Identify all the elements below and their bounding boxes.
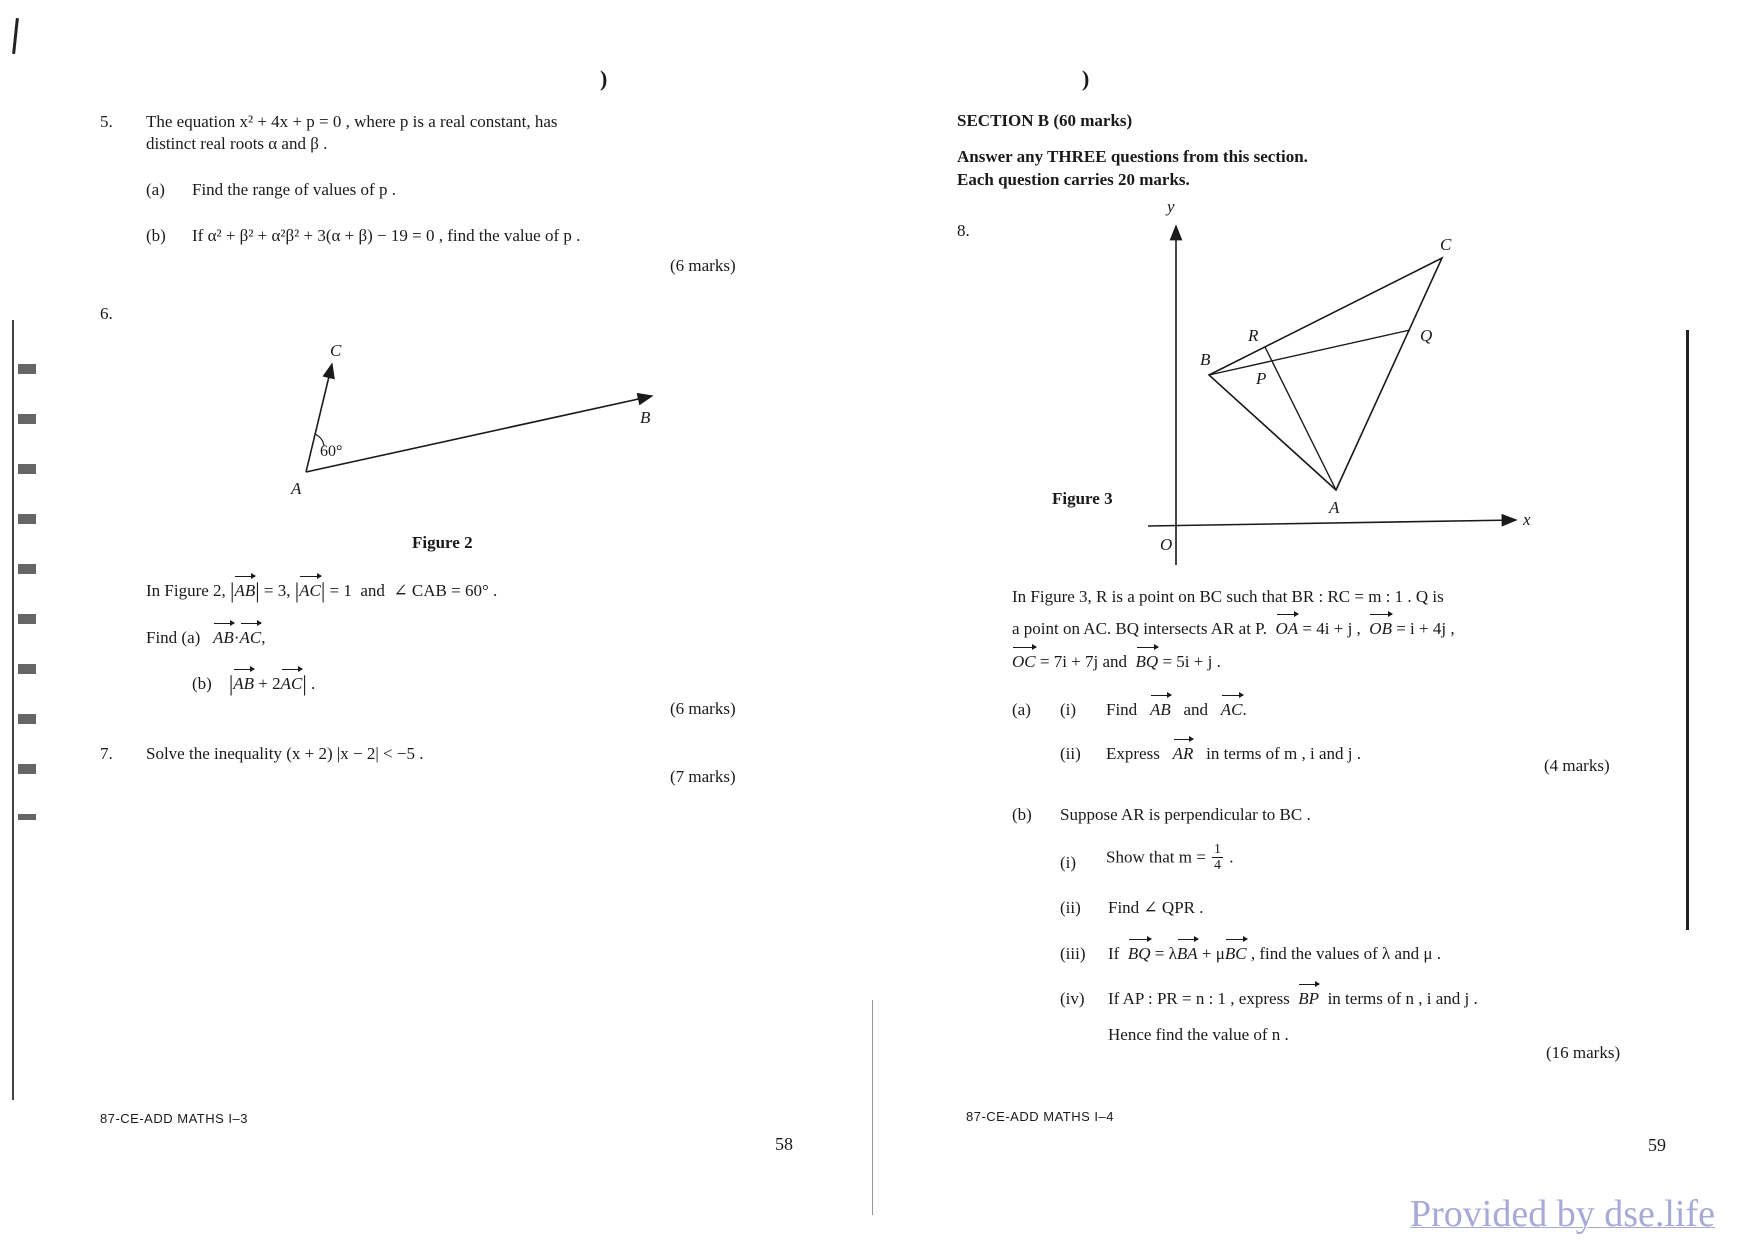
q5-part-b-label: (b) bbox=[146, 226, 166, 245]
q7-number: 7. bbox=[100, 744, 113, 763]
fig3-label-a: A bbox=[1329, 498, 1340, 517]
q8-vec-bq: BQ bbox=[1135, 652, 1159, 671]
q8-biii-tail: , find the values of λ and μ . bbox=[1250, 944, 1441, 963]
q5-number: 5. bbox=[100, 112, 113, 131]
q6-vec-ac: AC bbox=[299, 581, 321, 600]
q8-bii-label: (ii) bbox=[1060, 898, 1081, 917]
q8-b-text: Suppose AR is perpendicular to BC . bbox=[1060, 805, 1311, 824]
scan-right-bar bbox=[1686, 330, 1689, 930]
q8-number: 8. bbox=[957, 221, 970, 240]
q8-ai-find: Find bbox=[1106, 700, 1138, 719]
figure-3-diagram bbox=[1140, 210, 1550, 570]
left-footer-code: 87-CE-ADD MATHS I–3 bbox=[100, 1111, 248, 1126]
q6-statement: In Figure 2, |AB| = 3, |AC| = 1 and ∠ CAB = 60° . bbox=[146, 578, 498, 603]
q6-eq1: = 1 bbox=[329, 581, 352, 600]
q8-b-label: (b) bbox=[1012, 805, 1032, 824]
q8-b-marks: (16 marks) bbox=[1546, 1043, 1621, 1062]
q5-part-a-label: (a) bbox=[146, 180, 165, 199]
q6-marks: (6 marks) bbox=[670, 699, 736, 718]
fig3-label-b: B bbox=[1200, 350, 1211, 369]
q8-biii-text bbox=[1108, 943, 1441, 965]
q8-aii-express: Express bbox=[1106, 744, 1160, 763]
q6-b-label: (b) bbox=[192, 674, 212, 693]
q8-biii-vec-bq: BQ bbox=[1127, 944, 1151, 963]
q5-intro-line1: The equation x² + 4x + p = 0 , where p is a real constant, has bbox=[146, 112, 558, 131]
segment-ar bbox=[1265, 347, 1336, 490]
fig3-label-q: Q bbox=[1420, 326, 1433, 345]
q8-ob-val: = i + 4j , bbox=[1396, 619, 1455, 638]
figure-3-caption: Figure 3 bbox=[1052, 489, 1113, 508]
q6-angle-stmt: ∠ CAB = 60° . bbox=[393, 581, 498, 600]
fig3-label-y: y bbox=[1167, 197, 1175, 216]
q8-biv-text bbox=[1108, 988, 1478, 1010]
q8-ai-period: . bbox=[1242, 700, 1247, 719]
q8-biv-vec-bp: BP bbox=[1298, 989, 1320, 1008]
q7-text: Solve the inequality (x + 2) |x − 2| < −5 . bbox=[146, 744, 424, 763]
q5-part-b-text: If α² + β² + α²β² + 3(α + β) − 19 = 0 , find the value of p . bbox=[192, 226, 581, 245]
q8-aii-vec-ar: AR bbox=[1172, 744, 1194, 763]
q8-intro-line3 bbox=[1012, 651, 1221, 673]
q8-bq-val: = 5i + j . bbox=[1162, 652, 1221, 671]
q8-vec-ob: OB bbox=[1369, 619, 1392, 638]
q8-biv-hence: Hence find the value of n . bbox=[1108, 1025, 1289, 1044]
q6-stmt-prefix: In Figure 2, bbox=[146, 581, 226, 600]
q8-aii-terms: in terms of m , i and j . bbox=[1206, 744, 1361, 763]
q8-vec-oa: OA bbox=[1275, 619, 1299, 638]
scan-binding-line bbox=[12, 320, 14, 1100]
q6-b-vec-ac: AC bbox=[280, 674, 303, 693]
q8-biii-if: If bbox=[1108, 944, 1120, 963]
q8-biii-vec-bc: BC bbox=[1224, 944, 1247, 963]
q8-ai-vec-ac: AC bbox=[1220, 700, 1243, 719]
q6-number: 6. bbox=[100, 304, 113, 323]
section-instruction-2: Each question carries 20 marks. bbox=[957, 170, 1190, 189]
q8-biii-plus: + μ bbox=[1201, 944, 1225, 963]
right-page-number: 59 bbox=[1648, 1135, 1666, 1155]
q6-eq3: = 3, bbox=[263, 581, 291, 600]
q8-bi-text: Show that m = $\frac{1}{4}$ . bbox=[1106, 842, 1234, 873]
q6-find-a bbox=[146, 627, 265, 649]
q6-a-vec-ac: AC bbox=[239, 628, 262, 647]
q8-ai-label: (i) bbox=[1060, 700, 1077, 719]
q8-oa-val: = 4i + j , bbox=[1302, 619, 1361, 638]
q8-intro-line1: In Figure 3, R is a point on BC such that BR : RC = m : 1 . Q is bbox=[1012, 587, 1444, 606]
q8-intro-2a: a point on AC. BQ intersects AR at P. bbox=[1012, 619, 1267, 638]
fig3-label-o: O bbox=[1160, 535, 1173, 554]
q8-oc-val: = 7i + 7j and bbox=[1039, 652, 1128, 671]
q8-ai-vec-ab: AB bbox=[1149, 700, 1171, 719]
q5-intro-line2: distinct real roots α and β . bbox=[146, 134, 328, 153]
q7-marks: (7 marks) bbox=[670, 767, 736, 786]
q5-part-a-text: Find the range of values of p . bbox=[192, 180, 396, 199]
q6-b-vec-ab: AB bbox=[233, 674, 255, 693]
fig2-label-a: A bbox=[291, 479, 302, 498]
q8-vec-oc: OC bbox=[1012, 652, 1036, 671]
q8-bi-label: (i) bbox=[1060, 853, 1077, 872]
q8-biii-vec-ba: BA bbox=[1176, 944, 1198, 963]
q8-intro-line2 bbox=[1012, 618, 1455, 640]
segment-bq bbox=[1209, 330, 1410, 375]
q8-biv-if: If AP : PR = n : 1 , express bbox=[1108, 989, 1290, 1008]
q8-aii-label: (ii) bbox=[1060, 744, 1081, 763]
fig3-label-x: x bbox=[1523, 510, 1531, 529]
fig2-label-b: B bbox=[640, 408, 651, 427]
figure-2-caption: Figure 2 bbox=[412, 533, 473, 552]
section-instruction-1: Answer any THREE questions from this section. bbox=[957, 147, 1308, 166]
right-footer-code: 87-CE-ADD MATHS I–4 bbox=[966, 1109, 1114, 1124]
left-page-number: 58 bbox=[775, 1134, 793, 1154]
frac-den: 4 bbox=[1214, 858, 1222, 873]
top-mark-left: ) bbox=[600, 66, 608, 91]
section-b-title: SECTION B (60 marks) bbox=[957, 111, 1133, 130]
q6-and: and bbox=[360, 581, 385, 600]
q6-b-two: + 2 bbox=[254, 674, 281, 693]
q8-ai-and: and bbox=[1183, 700, 1209, 719]
q8-biii-eq: = λ bbox=[1154, 944, 1177, 963]
q6-a-vec-ab: AB bbox=[213, 628, 234, 647]
q6-vec-ab: AB bbox=[234, 581, 256, 600]
q8-a-label: (a) bbox=[1012, 700, 1031, 719]
q6-b-period: . bbox=[311, 674, 316, 693]
q8-bi-show: Show that m = bbox=[1106, 847, 1206, 867]
q6-dot: · bbox=[233, 628, 240, 647]
scan-artifact bbox=[12, 18, 19, 54]
q6-find-b: (b) |AB + 2AC| . bbox=[192, 671, 316, 696]
top-mark-right: ) bbox=[1082, 66, 1090, 91]
frac-num: 1 bbox=[1214, 842, 1222, 857]
fig2-label-c: C bbox=[330, 341, 342, 360]
q8-biii-label: (iii) bbox=[1060, 944, 1086, 963]
q8-biv-label: (iv) bbox=[1060, 989, 1085, 1008]
fig2-angle-label: 60° bbox=[320, 443, 343, 460]
watermark-link[interactable]: Provided by dse.life bbox=[1410, 1193, 1716, 1235]
q8-biv-tail: in terms of n , i and j . bbox=[1327, 989, 1478, 1008]
fig3-label-r: R bbox=[1248, 326, 1259, 345]
q6-a-comma: , bbox=[261, 628, 266, 647]
q8-bii-text: Find ∠ QPR . bbox=[1108, 898, 1204, 917]
fraction-one-quarter bbox=[1212, 842, 1223, 873]
fig3-label-p: P bbox=[1256, 369, 1267, 388]
q5-marks: (6 marks) bbox=[670, 256, 736, 275]
q8-ai-text bbox=[1106, 699, 1247, 721]
x-axis bbox=[1148, 520, 1516, 526]
q8-a-marks: (4 marks) bbox=[1544, 756, 1610, 775]
center-fold-line bbox=[872, 1000, 873, 1215]
triangle-abc bbox=[1209, 258, 1442, 490]
fig3-label-c: C bbox=[1440, 235, 1452, 254]
q6-find-label: Find (a) bbox=[146, 628, 201, 647]
vector-ab-line bbox=[306, 396, 652, 472]
q8-aii-text bbox=[1106, 743, 1361, 765]
scan-binding-marks bbox=[18, 340, 36, 820]
